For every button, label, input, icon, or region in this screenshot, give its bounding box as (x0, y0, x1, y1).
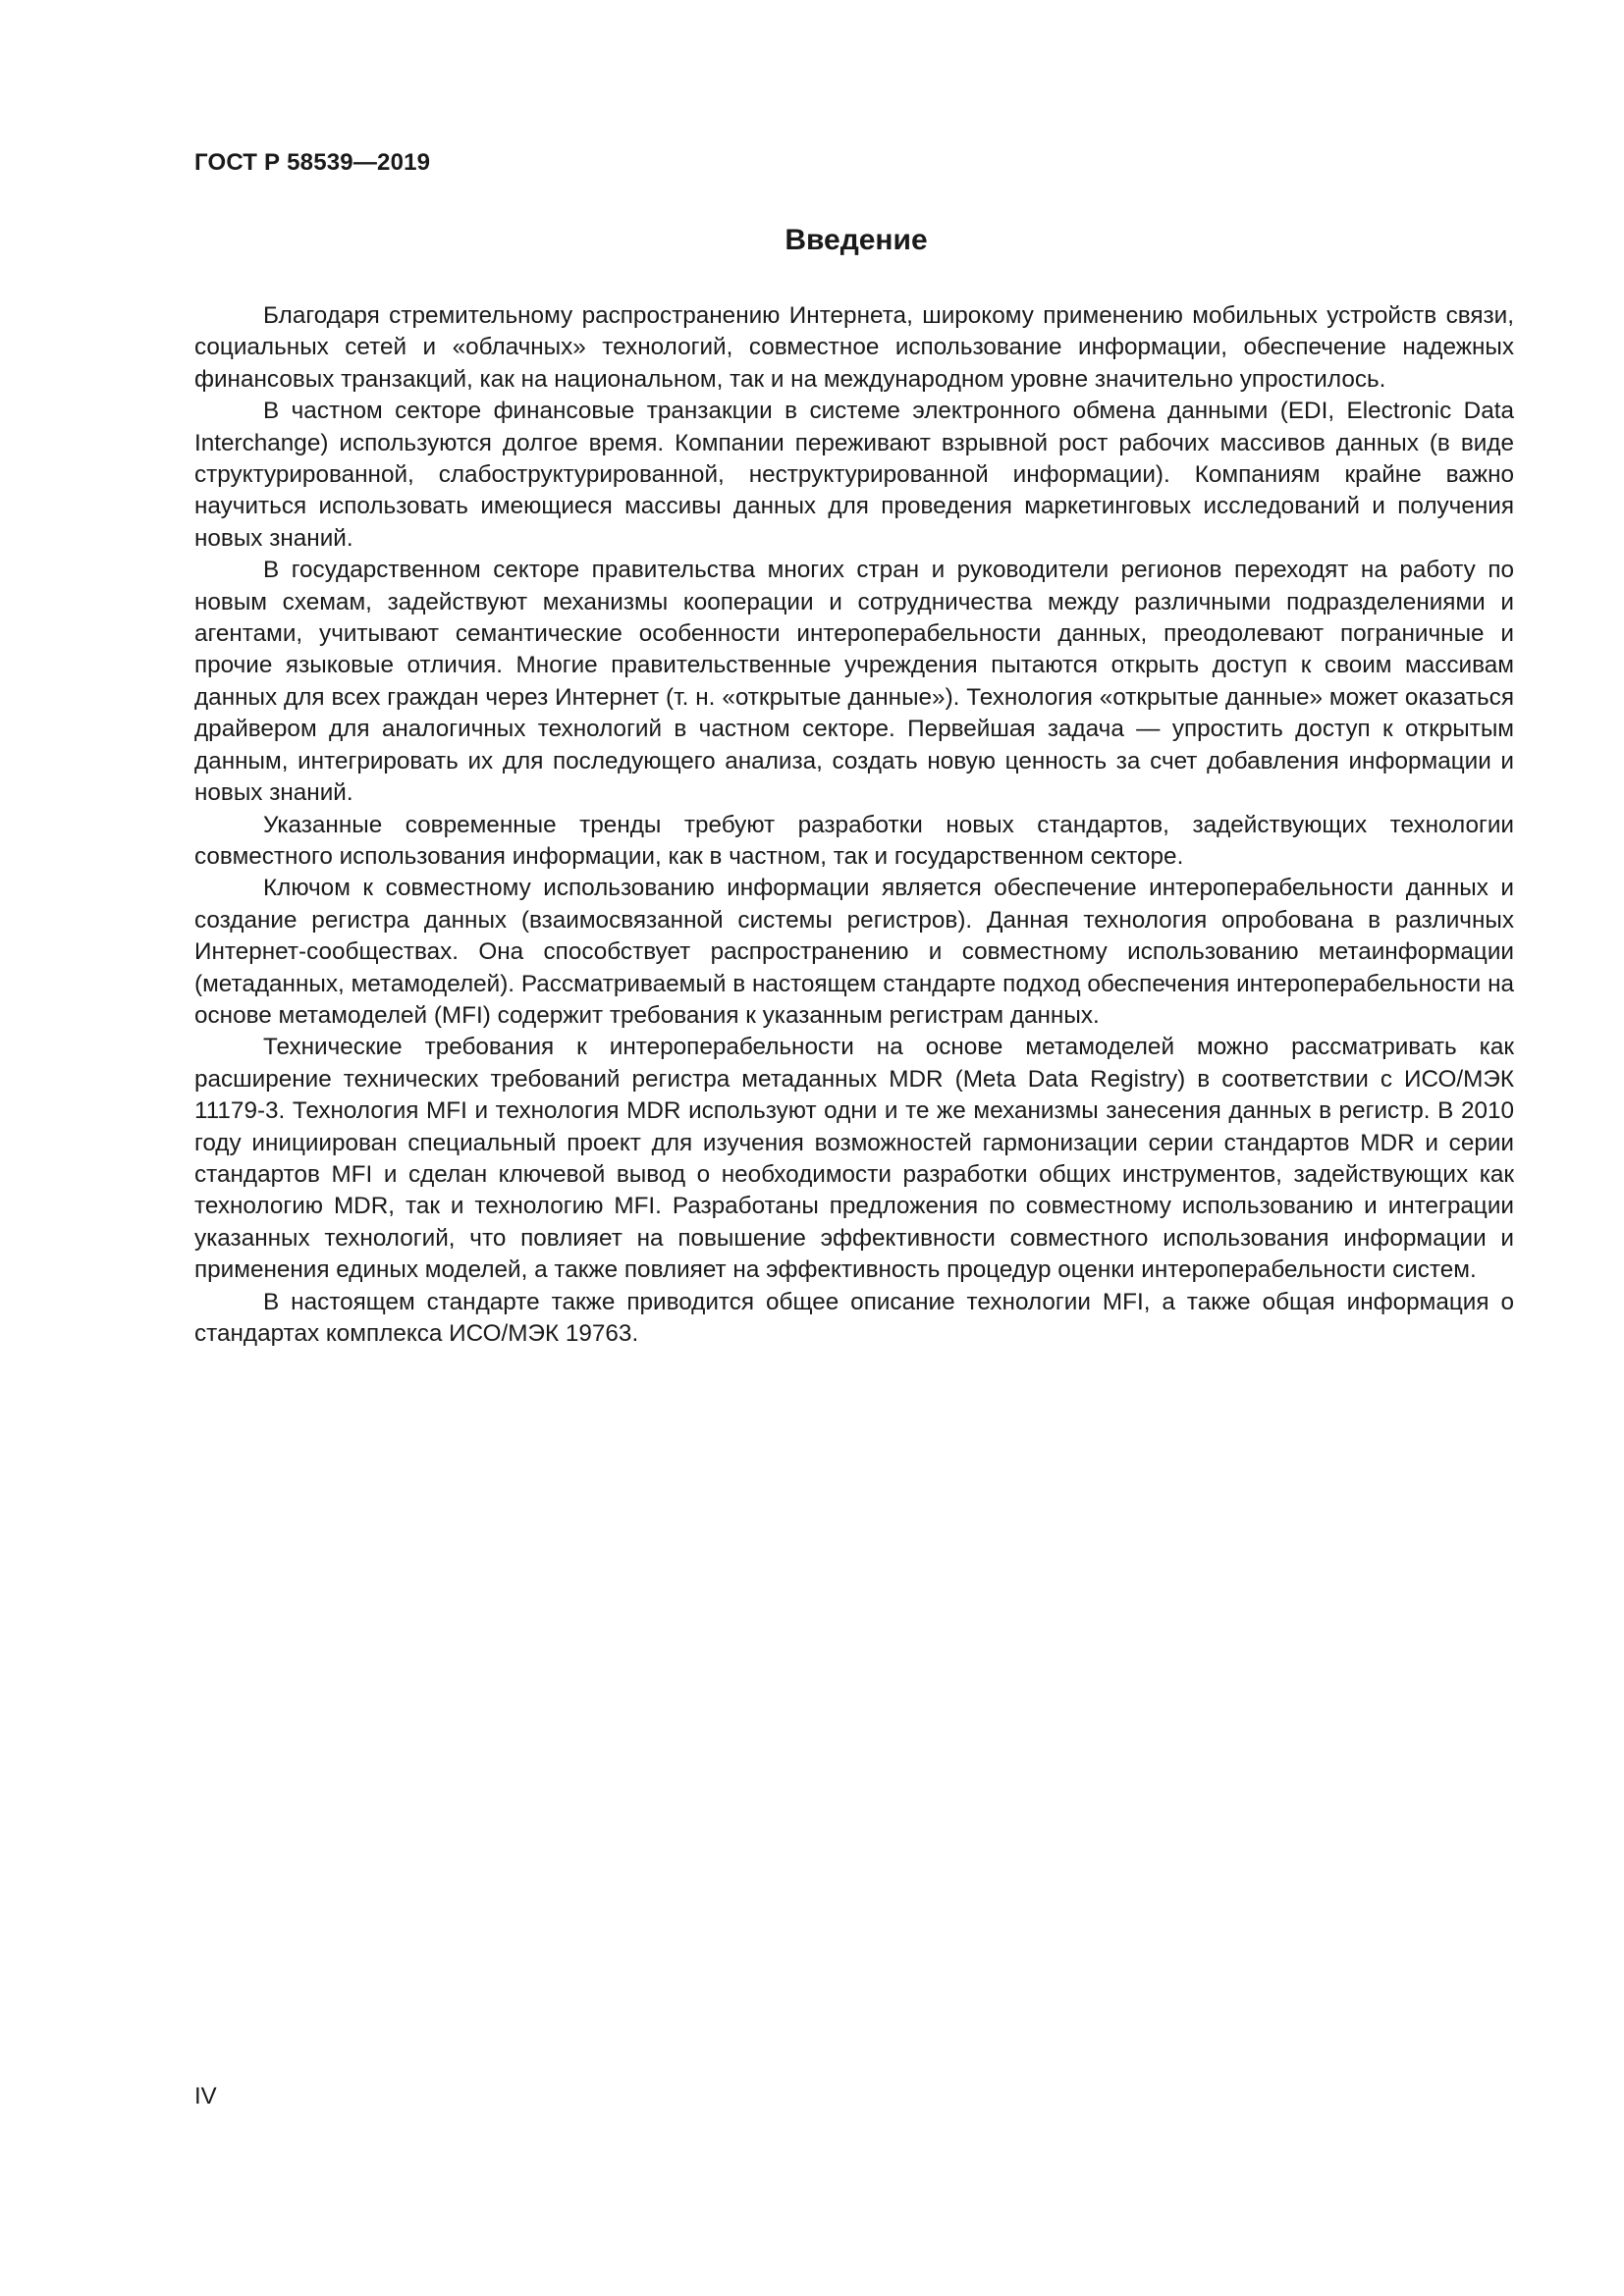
paragraph-3: В государственном секторе правительства многих стран и руководители регионов переходят на работу по новым схемам, задействуют механизмы кооперации и сотрудничества между различными подразделениями и агентами, учитывают семантические особенности интероперабельности данных, преодолевают пограничные и прочие языковые отличия. Многие правительственные учреждения пытаются открыть доступ к своим массивам данных для всех граждан через Интернет (т. н. «открытые данные»). Технология «открытые данные» может оказаться драйвером для аналогичных технологий в частном секторе. Первейшая задача — упростить доступ к открытым данным, интегрировать их для последующего анализа, создать новую ценность за счет добавления информации и новых знаний. (194, 557, 1514, 807)
standard-code-header: ГОСТ Р 58539—2019 (194, 149, 431, 176)
paragraph-7: В настоящем стандарте также приводится общее описание технологии MFI, а также общая информация о стандартах комплекса ИСО/МЭК 19763. (194, 1288, 1514, 1347)
paragraph-4: Указанные современные тренды требуют разработки новых стандартов, задействующих технологии совместного использования информации, как в частном, так и государственном секторе. (194, 811, 1514, 870)
paragraph-1: Благодаря стремительному распространению Интернета, широкому применению мобильных устройств связи, социальных сетей и «облачных» технологий, совместное использование информации, обеспечение надежных финансовых транзакций, как на национальном, так и на международном уровне значительно упростилось. (194, 302, 1514, 393)
paragraph-2: В частном секторе финансовые транзакции в системе электронного обмена данными (EDI, Electronic Data Interchange) используются долгое время. Компании переживают взрывной рост рабочих массивов данных (в виде структурированной, слабоструктурированной, неструктурированной информации). Компаниям крайне важно научиться использовать имеющиеся массивы данных для проведения маркетинговых исследований и получения новых знаний. (194, 398, 1514, 552)
body-text (194, 300, 1514, 1350)
paragraph-5: Ключом к совместному использованию информации является обеспечение интероперабельности данных и создание регистра данных (взаимосвязанной системы регистров). Данная технология опробована в различных Интернет-сообществах. Она способствует распространению и совместному использованию метаинформации (метаданных, метамоделей). Рассматриваемый в настоящем стандарте подход обеспечения интероперабельности на основе метамоделей (MFI) содержит требования к указанным регистрам данных. (194, 875, 1514, 1029)
section-title: Введение (785, 224, 928, 256)
page-number: IV (194, 2083, 217, 2109)
paragraph-6: Технические требования к интероперабельности на основе метамоделей можно рассматривать как расширение технических требований регистра метаданных MDR (Meta Data Registry) в соответствии с ИСО/МЭК 11179-3. Технология MFI и технология MDR используют одни и те же механизмы занесения данных в регистр. В 2010 году инициирован специальный проект для изучения возможностей гармонизации серии стандартов MDR и серии стандартов MFI и сделан ключевой вывод о необходимости разработки общих инструментов, задействующих как технологию MDR, так и технологию MFI. Разработаны предложения по совместному использованию и интеграции указанных технологий, что повлияет на повышение эффективности совместного использования информации и применения единых моделей, а также повлияет на эффективность процедур оценки интероперабельности систем. (194, 1034, 1514, 1284)
